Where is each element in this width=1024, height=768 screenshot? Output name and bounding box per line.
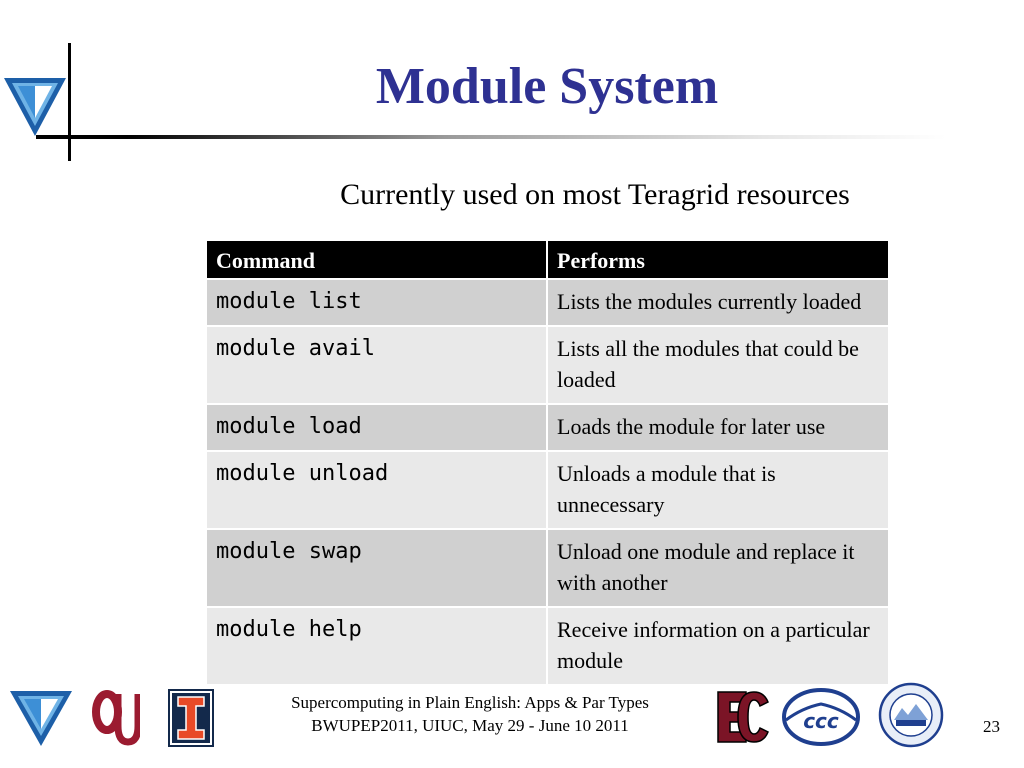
footer-line-1: Supercomputing in Plain English: Apps & Par Types	[291, 693, 649, 712]
performs-cell: Loads the module for later use	[547, 404, 889, 451]
performs-cell: Lists all the modules that could be loaded	[547, 326, 889, 404]
ccc-logo-icon	[782, 688, 860, 746]
command-cell: module avail	[206, 326, 547, 404]
command-cell: module help	[206, 607, 547, 685]
performs-cell: Receive information on a particular module	[547, 607, 889, 685]
module-commands-table	[205, 239, 890, 686]
column-header-command: Command	[206, 240, 547, 279]
slide-subtitle: Currently used on most Teragrid resources	[340, 178, 850, 211]
triangle-logo-icon	[8, 688, 74, 748]
performs-cell: Lists the modules currently loaded	[547, 279, 889, 326]
table-row	[206, 279, 889, 326]
table-row	[206, 451, 889, 529]
ou-logo-icon	[92, 688, 140, 748]
table-row	[206, 607, 889, 685]
ec-logo-icon	[716, 688, 770, 746]
table-row	[206, 326, 889, 404]
university-seal-logo-icon	[878, 682, 944, 748]
performs-cell: Unload one module and replace it with another	[547, 529, 889, 607]
command-cell: module swap	[206, 529, 547, 607]
page-number: 23	[983, 717, 1000, 736]
command-cell: module unload	[206, 451, 547, 529]
slide-title: Module System	[375, 58, 719, 115]
footer-line-2: BWUPEP2011, UIUC, May 29 - June 10 2011	[311, 716, 629, 735]
header-horizontal-rule	[36, 135, 946, 139]
svg-text:ccc: ccc	[803, 709, 839, 733]
command-cell: module list	[206, 279, 547, 326]
table-header-row	[206, 240, 889, 279]
table-row	[206, 404, 889, 451]
table-row	[206, 529, 889, 607]
slide-footer	[230, 691, 710, 737]
command-cell: module load	[206, 404, 547, 451]
illinois-i-logo-icon	[168, 689, 214, 747]
performs-cell: Unloads a module that is unnecessary	[547, 451, 889, 529]
column-header-performs: Performs	[547, 240, 889, 279]
